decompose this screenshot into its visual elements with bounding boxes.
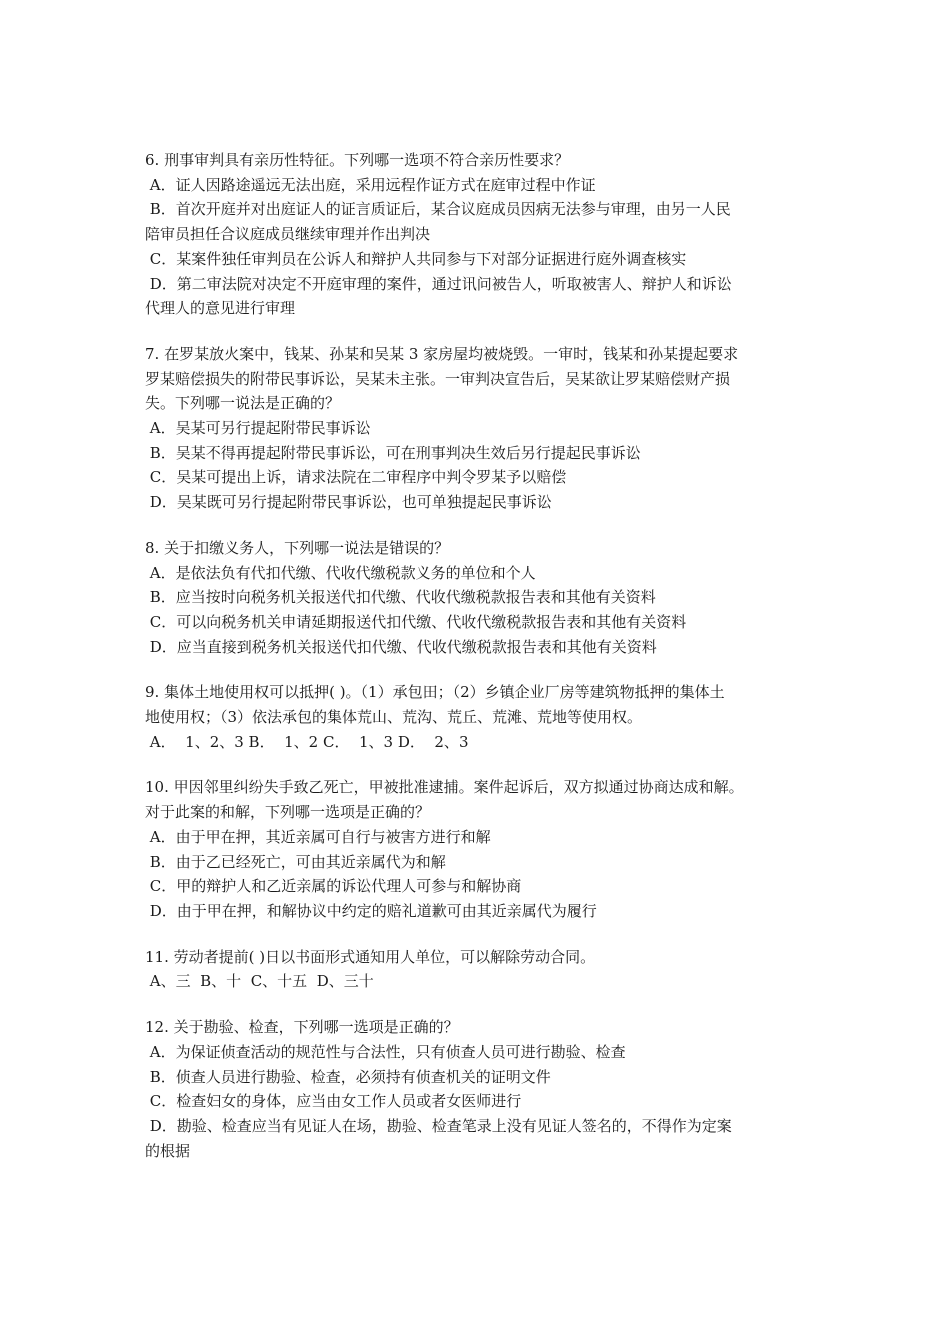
question-6 — [145, 148, 810, 321]
question-12-option-a: A．为保证侦查活动的规范性与合法性，只有侦查人员可进行勘验、检查 — [145, 1042, 626, 1061]
question-12 — [145, 1015, 810, 1163]
question-12-stem: 12. 关于勘验、检查，下列哪一选项是正确的？ — [145, 1018, 459, 1037]
question-7-stem: 7. 在罗某放火案中，钱某、孙某和吴某 3 家房屋均被烧毁。一审时，钱某和孙某提起要求 — [145, 344, 739, 363]
question-10-option-b: B．由于乙已经死亡，可由其近亲属代为和解 — [145, 852, 446, 871]
question-12-option-b: B．侦查人员进行勘验、检查，必须持有侦查机关的证明文件 — [145, 1067, 551, 1086]
question-7-option-a: A．吴某可另行提起附带民事诉讼 — [145, 419, 371, 438]
question-6-option-d-cont: 代理人的意见进行审理 — [145, 299, 296, 318]
question-6-option-d: D．第二审法院对决定不开庭审理的案件，通过讯问被告人，听取被害人、辩护人和诉讼 — [145, 274, 732, 293]
question-12-option-c: C．检查妇女的身体，应当由女工作人员或者女医师进行 — [145, 1092, 522, 1111]
question-6-option-a: A．证人因路途遥远无法出庭，采用远程作证方式在庭审过程中作证 — [145, 175, 596, 194]
question-7-option-b: B．吴某不得再提起附带民事诉讼，可在刑事判决生效后另行提起民事诉讼 — [145, 443, 641, 462]
question-10 — [145, 775, 810, 923]
question-8-option-b: B．应当按时向税务机关报送代扣代缴、代收代缴税款报告表和其他有关资料 — [145, 588, 656, 607]
question-12-option-d-cont: 的根据 — [145, 1141, 191, 1160]
question-8-option-d: D．应当直接到税务机关报送代扣代缴、代收代缴税款报告表和其他有关资料 — [145, 637, 657, 656]
question-10-stem-cont: 对于此案的和解，下列哪一选项是正确的？ — [145, 803, 431, 822]
question-6-option-b: B．首次开庭并对出庭证人的证言质证后，某合议庭成员因病无法参与审理，由另一人民 — [145, 200, 731, 219]
question-7-stem-cont: 失。下列哪一说法是正确的？ — [145, 394, 341, 413]
question-8 — [145, 536, 810, 660]
question-6-option-c: C．某案件独任审判员在公诉人和辩护人共同参与下对部分证据进行庭外调查核实 — [145, 249, 687, 268]
question-7-stem-cont: 罗某赔偿损失的附带民事诉讼，吴某未主张。一审判决宣告后，吴某欲让罗某赔偿财产损 — [145, 369, 731, 388]
question-9-options: A． 1、2、3 B． 1、2 C． 1、3 D． 2、3 — [145, 732, 469, 751]
question-6-option-b-cont: 陪审员担任合议庭成员继续审理并作出判决 — [145, 225, 431, 244]
question-8-option-a: A．是依法负有代扣代缴、代收代缴税款义务的单位和个人 — [145, 563, 536, 582]
question-11-options: A、三 B、十 C、十五 D、三十 — [145, 972, 374, 991]
document-page — [145, 148, 810, 1184]
question-7-option-c: C．吴某可提出上诉，请求法院在二审程序中判令罗某予以赔偿 — [145, 468, 567, 487]
question-10-stem: 10. 甲因邻里纠纷失手致乙死亡，甲被批准逮捕。案件起诉后，双方拟通过协商达成和解。 — [145, 778, 744, 797]
question-10-option-a: A．由于甲在押，其近亲属可自行与被害方进行和解 — [145, 827, 491, 846]
question-9-stem: 9. 集体土地使用权可以抵押( )。（1）承包田；（2）乡镇企业厂房等建筑物抵押的集体土 — [145, 683, 725, 702]
question-7 — [145, 342, 810, 515]
question-11 — [145, 945, 810, 994]
question-12-option-d: D．勘验、检查应当有见证人在场，勘验、检查笔录上没有见证人签名的，不得作为定案 — [145, 1116, 732, 1135]
question-10-option-d: D．由于甲在押，和解协议中约定的赔礼道歉可由其近亲属代为履行 — [145, 901, 597, 920]
question-11-stem: 11. 劳动者提前( )日以书面形式通知用人单位，可以解除劳动合同。 — [145, 947, 596, 966]
question-6-stem: 6. 刑事审判具有亲历性特征。下列哪一选项不符合亲历性要求？ — [145, 151, 570, 169]
question-10-option-c: C．甲的辩护人和乙近亲属的诉讼代理人可参与和解协商 — [145, 877, 522, 896]
question-8-stem: 8. 关于扣缴义务人，下列哪一说法是错误的？ — [145, 538, 450, 557]
question-7-option-d: D．吴某既可另行提起附带民事诉讼，也可单独提起民事诉讼 — [145, 493, 552, 512]
question-9-stem-cont: 地使用权；（3）依法承包的集体荒山、荒沟、荒丘、荒滩、荒地等使用权。 — [145, 708, 643, 727]
question-9 — [145, 680, 810, 754]
question-8-option-c: C．可以向税务机关申请延期报送代扣代缴、代收代缴税款报告表和其他有关资料 — [145, 612, 687, 631]
